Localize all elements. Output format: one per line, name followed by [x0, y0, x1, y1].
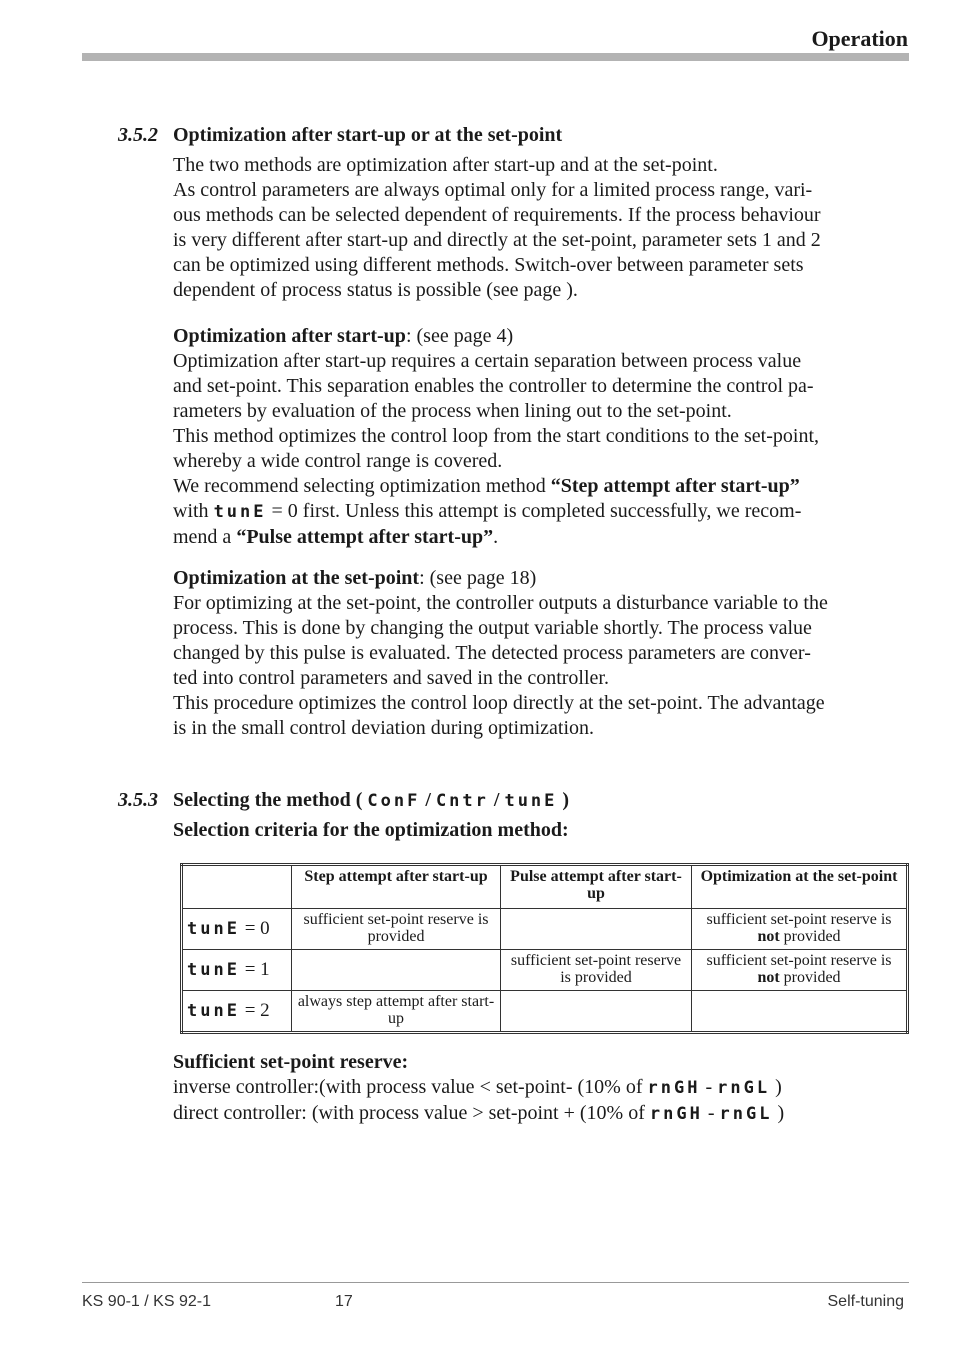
text-line: rameters by evaluation of the process when lining out to the set-point.	[173, 400, 732, 422]
lcd-code: rnGL	[717, 1078, 771, 1098]
table-row-label	[182, 909, 292, 950]
startup-paragraph	[173, 324, 913, 550]
text-span: -	[702, 1102, 720, 1124]
text-span: mend a	[173, 526, 237, 548]
text-span: not	[757, 969, 780, 986]
table-corner-cell	[182, 865, 292, 909]
text-span: = 0 first. Unless this attempt is completed successfully, we recom-	[266, 500, 802, 522]
method-name: “Step attempt after start-up”	[550, 475, 800, 497]
lcd-code: tunE	[504, 791, 558, 811]
text-line: dependent of process status is possible (see page ).	[173, 279, 578, 301]
text-line: ted into control parameters and saved in the controller.	[173, 667, 609, 689]
lcd-code: ConF	[367, 791, 421, 811]
text-line: and set-point. This separation enables the controller to determine the control pa-	[173, 375, 814, 397]
lcd-code: tunE	[213, 502, 267, 522]
lcd-code: tunE	[187, 919, 240, 939]
table-header-row	[182, 865, 908, 909]
text-line: is in the small control deviation during optimization.	[173, 717, 595, 739]
table-cell	[692, 950, 908, 991]
table-row	[182, 991, 908, 1033]
text-span: -	[700, 1076, 718, 1098]
text-line: The two methods are optimization after start-up and at the set-point.	[173, 154, 718, 176]
table-header-cell: Optimization at the set-point	[692, 865, 908, 909]
lcd-code: tunE	[187, 960, 240, 980]
text-line: ous methods can be selected dependent of requirements. If the process behaviour	[173, 204, 821, 226]
text-span: )	[557, 789, 570, 811]
text-span: sufficient set-point reserve is	[706, 911, 892, 928]
setpoint-ref: : (see page 18)	[419, 567, 537, 589]
text-line: As control parameters are always optimal only for a limited process range, vari-	[173, 179, 813, 201]
text-line: Optimization after start-up requires a certain separation between process value	[173, 350, 802, 372]
table-row	[182, 950, 908, 991]
table-row	[182, 909, 908, 950]
text-span: = 0	[239, 918, 270, 939]
selection-criteria-table	[180, 863, 909, 1034]
table-cell	[292, 950, 501, 991]
footer-product: KS 90-1 / KS 92-1	[82, 1293, 211, 1310]
table-cell: sufficient set-point reserve is provided	[501, 950, 692, 991]
text-span: direct controller: (with process value > set-point + (10% of	[173, 1102, 650, 1124]
text-span: = 2	[239, 1000, 270, 1021]
text-span: /	[488, 789, 505, 811]
table-row-label	[182, 991, 292, 1033]
reserve-heading: Sufficient set-point reserve:	[173, 1051, 409, 1073]
text-span: provided	[779, 928, 841, 945]
lcd-code: rnGL	[719, 1104, 773, 1124]
text-line: process. This is done by changing the output variable shortly. The process value	[173, 617, 812, 639]
header-rule	[82, 53, 909, 61]
page-header-title: Operation	[811, 26, 908, 51]
text-line: is very different after start-up and directly at the set-point, parameter sets 1 and 2	[173, 229, 821, 251]
section-number: 3.5.3	[118, 789, 158, 811]
startup-ref: : (see page 4)	[405, 325, 514, 347]
text-span: Selecting the method (	[173, 789, 368, 811]
table-cell	[692, 909, 908, 950]
text-line: This method optimizes the control loop from the start conditions to the set-point,	[173, 425, 820, 447]
footer-chapter: Self-tuning	[827, 1293, 904, 1310]
text-line: can be optimized using different methods. Switch-over between parameter sets	[173, 254, 804, 276]
text-span: sufficient set-point reserve is	[706, 952, 892, 969]
criteria-heading: Selection criteria for the optimization method:	[173, 819, 569, 841]
text-span: We recommend selecting optimization method	[173, 475, 551, 497]
text-line: whereby a wide control range is covered.	[173, 450, 503, 472]
setpoint-paragraph	[173, 566, 913, 741]
section-title: Optimization after start-up or at the set-point	[173, 124, 563, 146]
setpoint-heading: Optimization at the set-point	[173, 567, 420, 589]
text-span: /	[420, 789, 436, 811]
section-number: 3.5.2	[118, 124, 158, 146]
lcd-code: tunE	[187, 1001, 240, 1021]
startup-heading: Optimization after start-up	[173, 325, 406, 347]
table-cell: always step attempt after start-up	[292, 991, 501, 1033]
text-span: = 1	[239, 959, 270, 980]
table-row-label	[182, 950, 292, 991]
table-header-cell: Step attempt after start-up	[292, 865, 501, 909]
text-span: )	[770, 1076, 782, 1098]
section-title	[173, 789, 569, 812]
text-span: inverse controller:(with process value < set-point- (10% of	[173, 1076, 648, 1098]
table-cell	[501, 991, 692, 1033]
footer-rule	[82, 1282, 909, 1283]
intro-paragraph	[173, 153, 913, 303]
text-span: not	[757, 928, 780, 945]
table-cell	[501, 909, 692, 950]
text-span: )	[772, 1102, 785, 1124]
table-header-cell: Pulse attempt after start-up	[501, 865, 692, 909]
text-span: with	[173, 500, 214, 522]
lcd-code: rnGH	[647, 1078, 701, 1098]
text-line: For optimizing at the set-point, the controller outputs a disturbance variable to the	[173, 592, 828, 614]
text-line: changed by this pulse is evaluated. The detected process parameters are conver-	[173, 642, 811, 664]
method-name: “Pulse attempt after start-up”	[236, 526, 494, 548]
table-cell	[692, 991, 908, 1033]
lcd-code: Cntr	[435, 791, 489, 811]
lcd-code: rnGH	[649, 1104, 703, 1124]
text-line: This procedure optimizes the control loop directly at the set-point. The advantage	[173, 692, 825, 714]
reserve-paragraph	[173, 1050, 913, 1127]
text-span: .	[493, 526, 499, 548]
table-cell: sufficient set-point reserve is provided	[292, 909, 501, 950]
footer-page-number: 17	[335, 1293, 353, 1310]
text-span: provided	[779, 969, 841, 986]
